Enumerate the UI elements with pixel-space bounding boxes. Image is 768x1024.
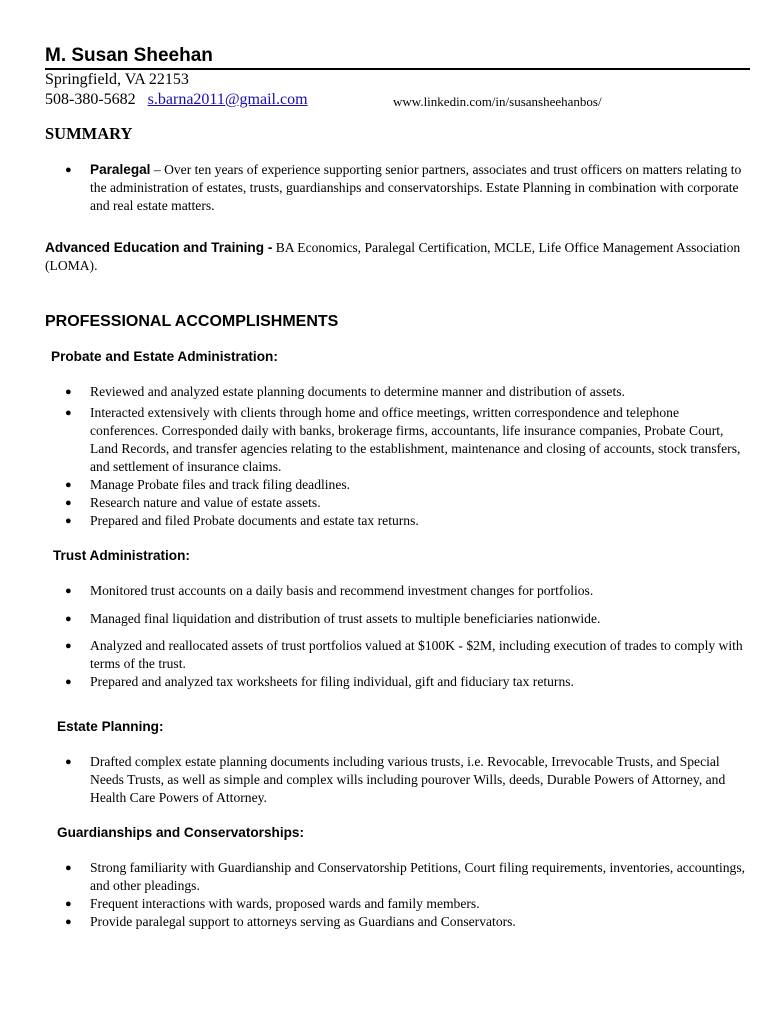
trust-heading: Trust Administration:: [53, 548, 190, 563]
bullet-icon: ●: [65, 916, 72, 928]
list-item-text: Analyzed and reallocated assets of trust portfolios valued at $100K - $2M, including execution of trades to comply with terms of the trust.: [90, 638, 743, 671]
education-paragraph: [45, 239, 750, 275]
address: Springfield, VA 22153: [45, 71, 189, 88]
contact-line: [45, 90, 750, 110]
bullet-icon: ●: [65, 613, 72, 625]
list-item: [45, 895, 750, 913]
list-item: [45, 673, 750, 691]
list-item: [45, 383, 750, 401]
estate-planning-heading: Estate Planning:: [57, 719, 164, 734]
contact-block: [45, 70, 750, 110]
list-item-text: Strong familiarity with Guardianship and Conservatorship Petitions, Court filing requirements, inventories, accountings, and other pleadings.: [90, 860, 746, 893]
linkedin-url: www.linkedin.com/in/susansheehanbos/: [393, 94, 602, 109]
list-item: [45, 637, 750, 673]
phone: 508-380-5682: [45, 91, 136, 108]
list-item: [45, 476, 750, 494]
list-item: [45, 404, 750, 476]
list-item-text: Frequent interactions with wards, proposed wards and family members.: [90, 896, 480, 911]
bullet-icon: ●: [65, 164, 72, 176]
list-item: [45, 512, 750, 530]
list-item-text: Drafted complex estate planning documents including various trusts, i.e. Revocable, Irrevocable Trusts, and Special Needs Trusts, as well as simple and complex wills including pourover Wills, deeds, Durable Powers of Attorney, and Health Care Powers of Attorney.: [90, 754, 726, 805]
bullet-icon: ●: [65, 640, 72, 652]
bullet-icon: ●: [65, 862, 72, 874]
list-item: [45, 161, 750, 215]
probate-heading: Probate and Estate Administration:: [51, 349, 278, 364]
summary-list: [45, 161, 750, 215]
guardianships-heading: Guardianships and Conservatorships:: [57, 825, 305, 840]
list-item: [45, 582, 750, 600]
estate-planning-list: [45, 753, 750, 807]
email-link[interactable]: s.barna2011@gmail.com: [147, 91, 308, 108]
trust-list: [45, 582, 750, 691]
bullet-icon: ●: [65, 756, 72, 768]
paralegal-label: Paralegal: [90, 162, 151, 177]
summary-heading: SUMMARY: [45, 124, 133, 143]
probate-list: [45, 383, 750, 530]
bullet-icon: ●: [65, 407, 72, 419]
list-item-text: Interacted extensively with clients through home and office meetings, written correspondence and telephone conferences. Corresponded daily with banks, brokerage firms, accountants, life insurance companies, Probate Court, Land Records, and transfer agencies relating to the establishment, maintenance and closing of accounts, stock transfers, and settlement of insurance claims.: [90, 405, 741, 474]
list-item-text: Prepared and analyzed tax worksheets for filing individual, gift and fiduciary tax returns.: [90, 674, 574, 689]
list-item-text: Research nature and value of estate assets.: [90, 495, 321, 510]
list-item: [45, 753, 750, 807]
guardianships-list: [45, 859, 750, 931]
education-text: BA Economics, Paralegal Certification, MCLE, Life Office Management Association (LOMA).: [45, 240, 741, 273]
list-item-text: Prepared and filed Probate documents and estate tax returns.: [90, 513, 419, 528]
list-item-text: Managed final liquidation and distribution of trust assets to multiple beneficiaries nationwide.: [90, 611, 601, 626]
bullet-icon: ●: [65, 515, 72, 527]
accomplishments-heading: PROFESSIONAL ACCOMPLISHMENTS: [45, 313, 339, 330]
bullet-icon: ●: [65, 898, 72, 910]
paralegal-text: – Over ten years of experience supporting senior partners, associates and trust officers on matters relating to the administration of estates, trusts, guardianships and conservatorships. Estate Planning in combination with corporate and real estate matters.: [90, 162, 742, 213]
education-label: Advanced Education and Training -: [45, 240, 273, 255]
bullet-icon: ●: [65, 386, 72, 398]
list-item-text: Reviewed and analyzed estate planning documents to determine manner and distribution of assets.: [90, 384, 625, 399]
bullet-icon: ●: [65, 479, 72, 491]
bullet-icon: ●: [65, 585, 72, 597]
list-item: [45, 859, 750, 895]
list-item: [45, 610, 750, 628]
bullet-icon: ●: [65, 497, 72, 509]
list-item: [45, 494, 750, 512]
list-item-text: Monitored trust accounts on a daily basis and recommend investment changes for portfolios.: [90, 583, 594, 598]
list-item: [45, 913, 750, 931]
bullet-icon: ●: [65, 676, 72, 688]
list-item-text: Provide paralegal support to attorneys serving as Guardians and Conservators.: [90, 914, 516, 929]
resume-name: M. Susan Sheehan: [45, 44, 750, 70]
list-item-text: Manage Probate files and track filing deadlines.: [90, 477, 351, 492]
resume-page: [45, 44, 750, 931]
